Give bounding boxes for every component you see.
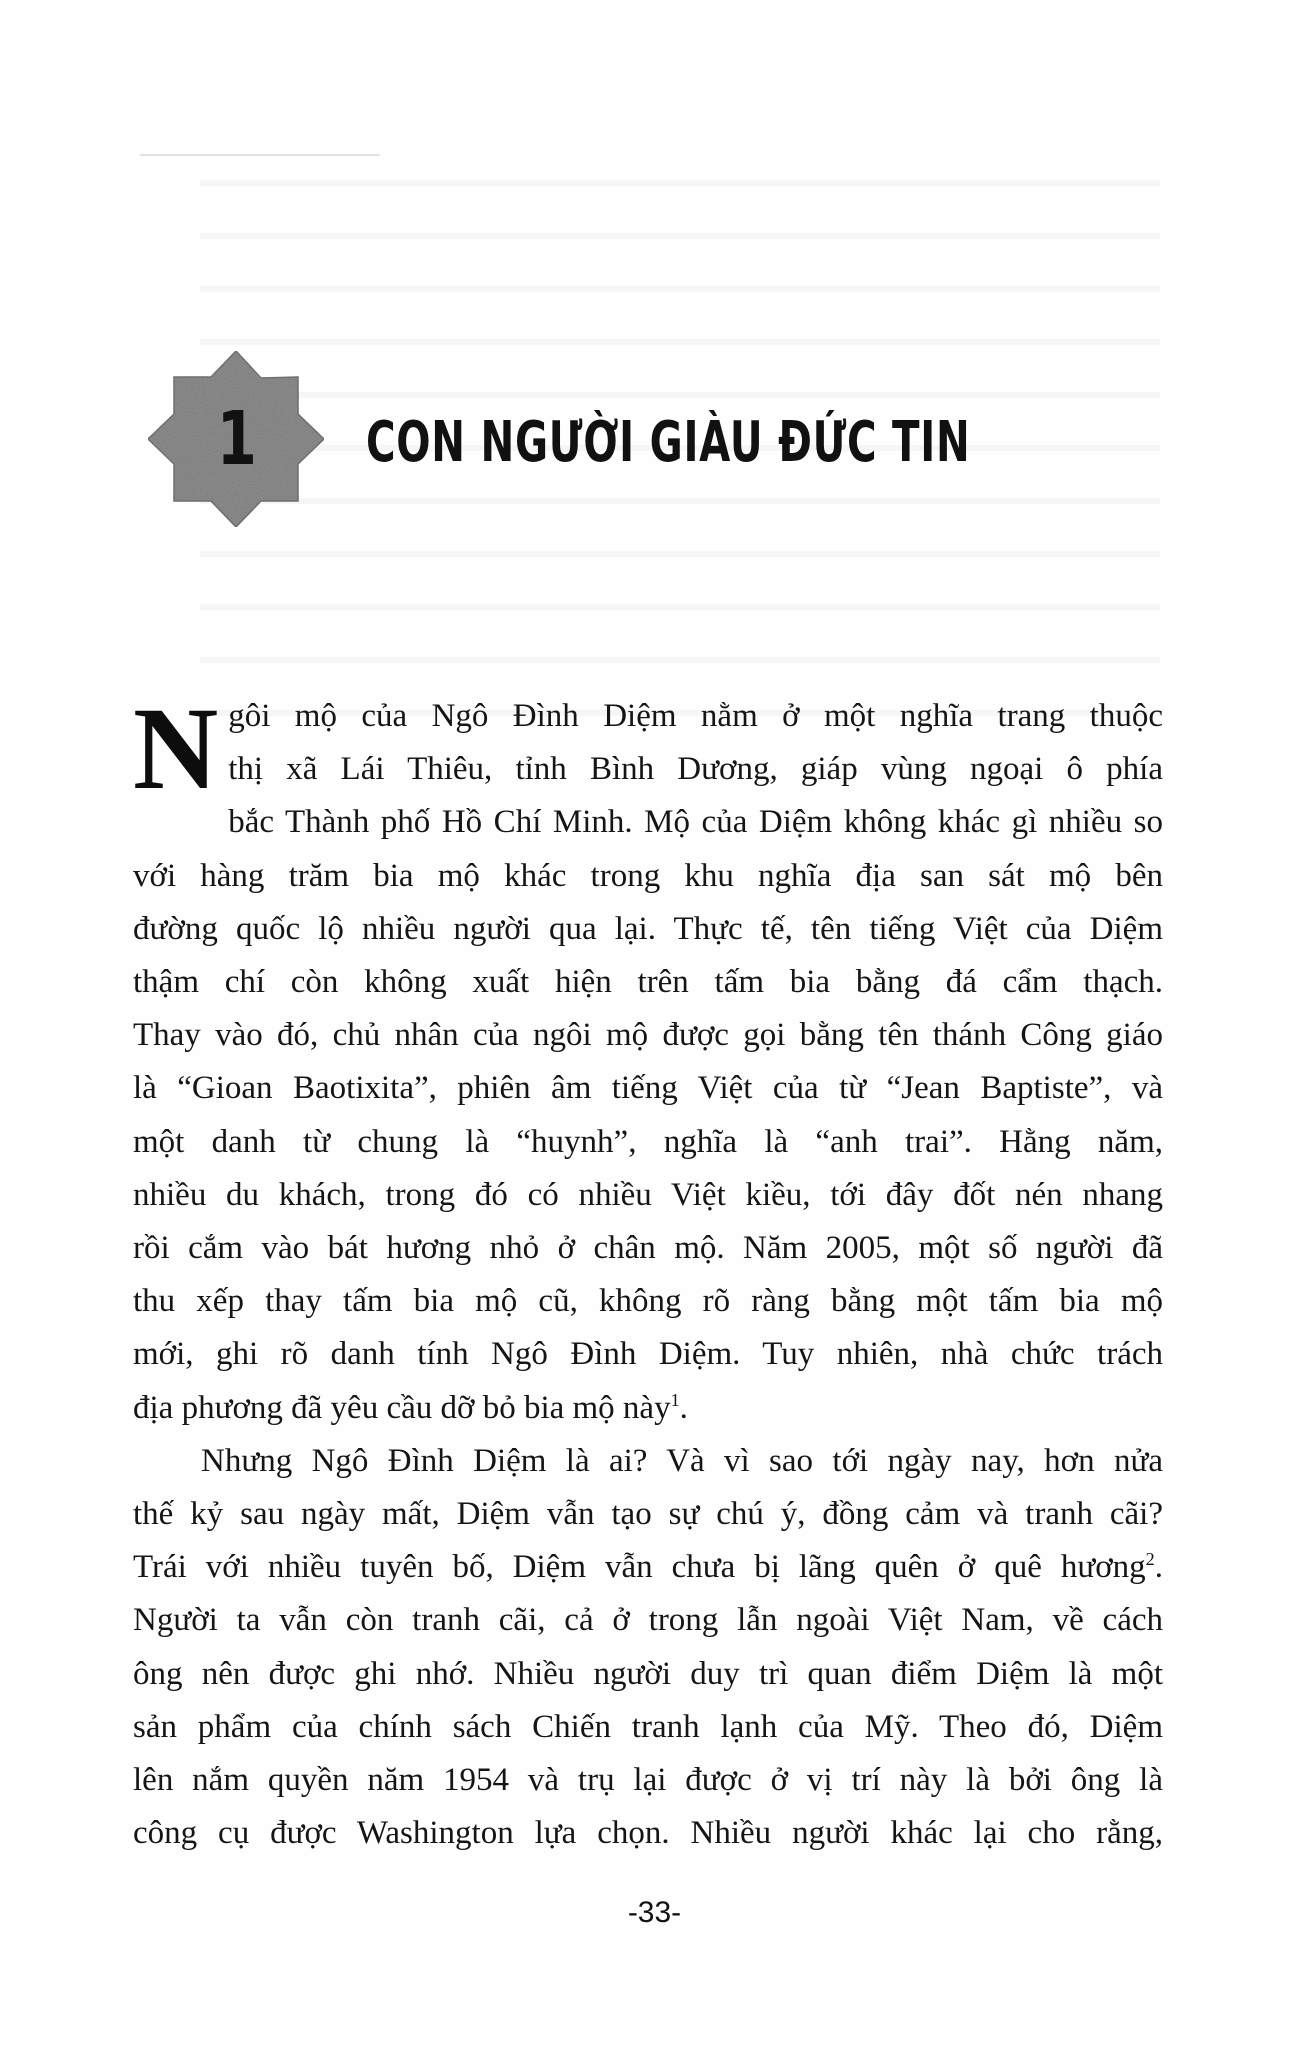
text-line: thu xếp thay tấm bia mộ cũ, không rõ ràng bằng một tấm bia mộ [133, 1283, 1163, 1320]
text-line: mới, ghi rõ danh tính Ngô Đình Diệm. Tuy nhiên, nhà chức trách [133, 1336, 1163, 1373]
sentence-end: . [679, 1389, 688, 1426]
text-line: ông nên được ghi nhớ. Nhiều người duy trì quan điểm Diệm là một [133, 1655, 1163, 1692]
paragraph-1 [133, 683, 1163, 1435]
text-line: gôi mộ của Ngô Đình Diệm nằm ở một nghĩa trang thuộc [228, 698, 1163, 734]
sentence-end: . [1154, 1549, 1163, 1586]
footnote-ref-2[interactable]: 2 [1145, 1549, 1155, 1570]
text-line: thị xã Lái Thiêu, tỉnh Bình Dương, giáp vùng ngoại ô phía [228, 751, 1163, 788]
text-line [133, 1541, 1163, 1594]
text-line: thậm chí còn không xuất hiện trên tấm bia bằng đá cẩm thạch. [133, 964, 1163, 1001]
page-number: -33- [627, 1896, 682, 1929]
body-text [133, 683, 1163, 1860]
text-line: bắc Thành phố Hồ Chí Minh. Mộ của Diệm không khác gì nhiều so [228, 804, 1163, 841]
chapter-number-badge [146, 349, 326, 529]
text-line: một danh từ chung là “huynh”, nghĩa là “anh trai”. Hằng năm, [133, 1123, 1163, 1160]
text-line: là “Gioan Baotixita”, phiên âm tiếng Việt của từ “Jean Baptiste”, và [133, 1070, 1163, 1107]
text-line: Thay vào đó, chủ nhân của ngôi mộ được gọi bằng tên thánh Công giáo [133, 1017, 1163, 1054]
chapter-number: 1 [216, 396, 256, 482]
text-line: nhiều du khách, trong đó có nhiều Việt kiều, tới đây đốt nén nhang [133, 1176, 1163, 1213]
text-line: Nhưng Ngô Đình Diệm là ai? Và vì sao tới ngày nay, hơn nửa [201, 1442, 1163, 1479]
chapter-heading [146, 344, 1206, 534]
text-line: lên nắm quyền năm 1954 và trụ lại được ở vị trí này là bởi ông là [133, 1762, 1163, 1799]
text-line: đường quốc lộ nhiều người qua lại. Thực tế, tên tiếng Việt của Diệm [133, 910, 1163, 947]
text-line: Người ta vẫn còn tranh cãi, cả ở trong lẫn ngoài Việt Nam, về cách [133, 1602, 1163, 1639]
footnote-ref-1[interactable]: 1 [670, 1389, 680, 1410]
text-line: với hàng trăm bia mộ khác trong khu nghĩa địa san sát mộ bên [133, 857, 1163, 894]
text-line: rồi cắm vào bát hương nhỏ ở chân mộ. Năm 2005, một số người đã [133, 1230, 1163, 1267]
text-line: công cụ được Washington lựa chọn. Nhiều người khác lại cho rằng, [133, 1815, 1163, 1852]
paragraph-2 [133, 1435, 1163, 1861]
text-line-content: Trái với nhiều tuyên bố, Diệm vẫn chưa bị lãng quên ở quê hương [133, 1549, 1146, 1586]
drop-cap: N [133, 683, 219, 814]
text-line-content: địa phương đã yêu cầu dỡ bỏ bia mộ này [133, 1389, 671, 1426]
text-line: thế kỷ sau ngày mất, Diệm vẫn tạo sự chú ý, đồng cảm và tranh cãi? [133, 1496, 1163, 1533]
chapter-title: CON NGƯỜI GIÀU ĐỨC TIN [366, 409, 971, 475]
text-line [133, 1382, 1163, 1435]
bleed-through-rule [140, 154, 380, 156]
text-line: sản phẩm của chính sách Chiến tranh lạnh của Mỹ. Theo đó, Diệm [133, 1708, 1163, 1745]
